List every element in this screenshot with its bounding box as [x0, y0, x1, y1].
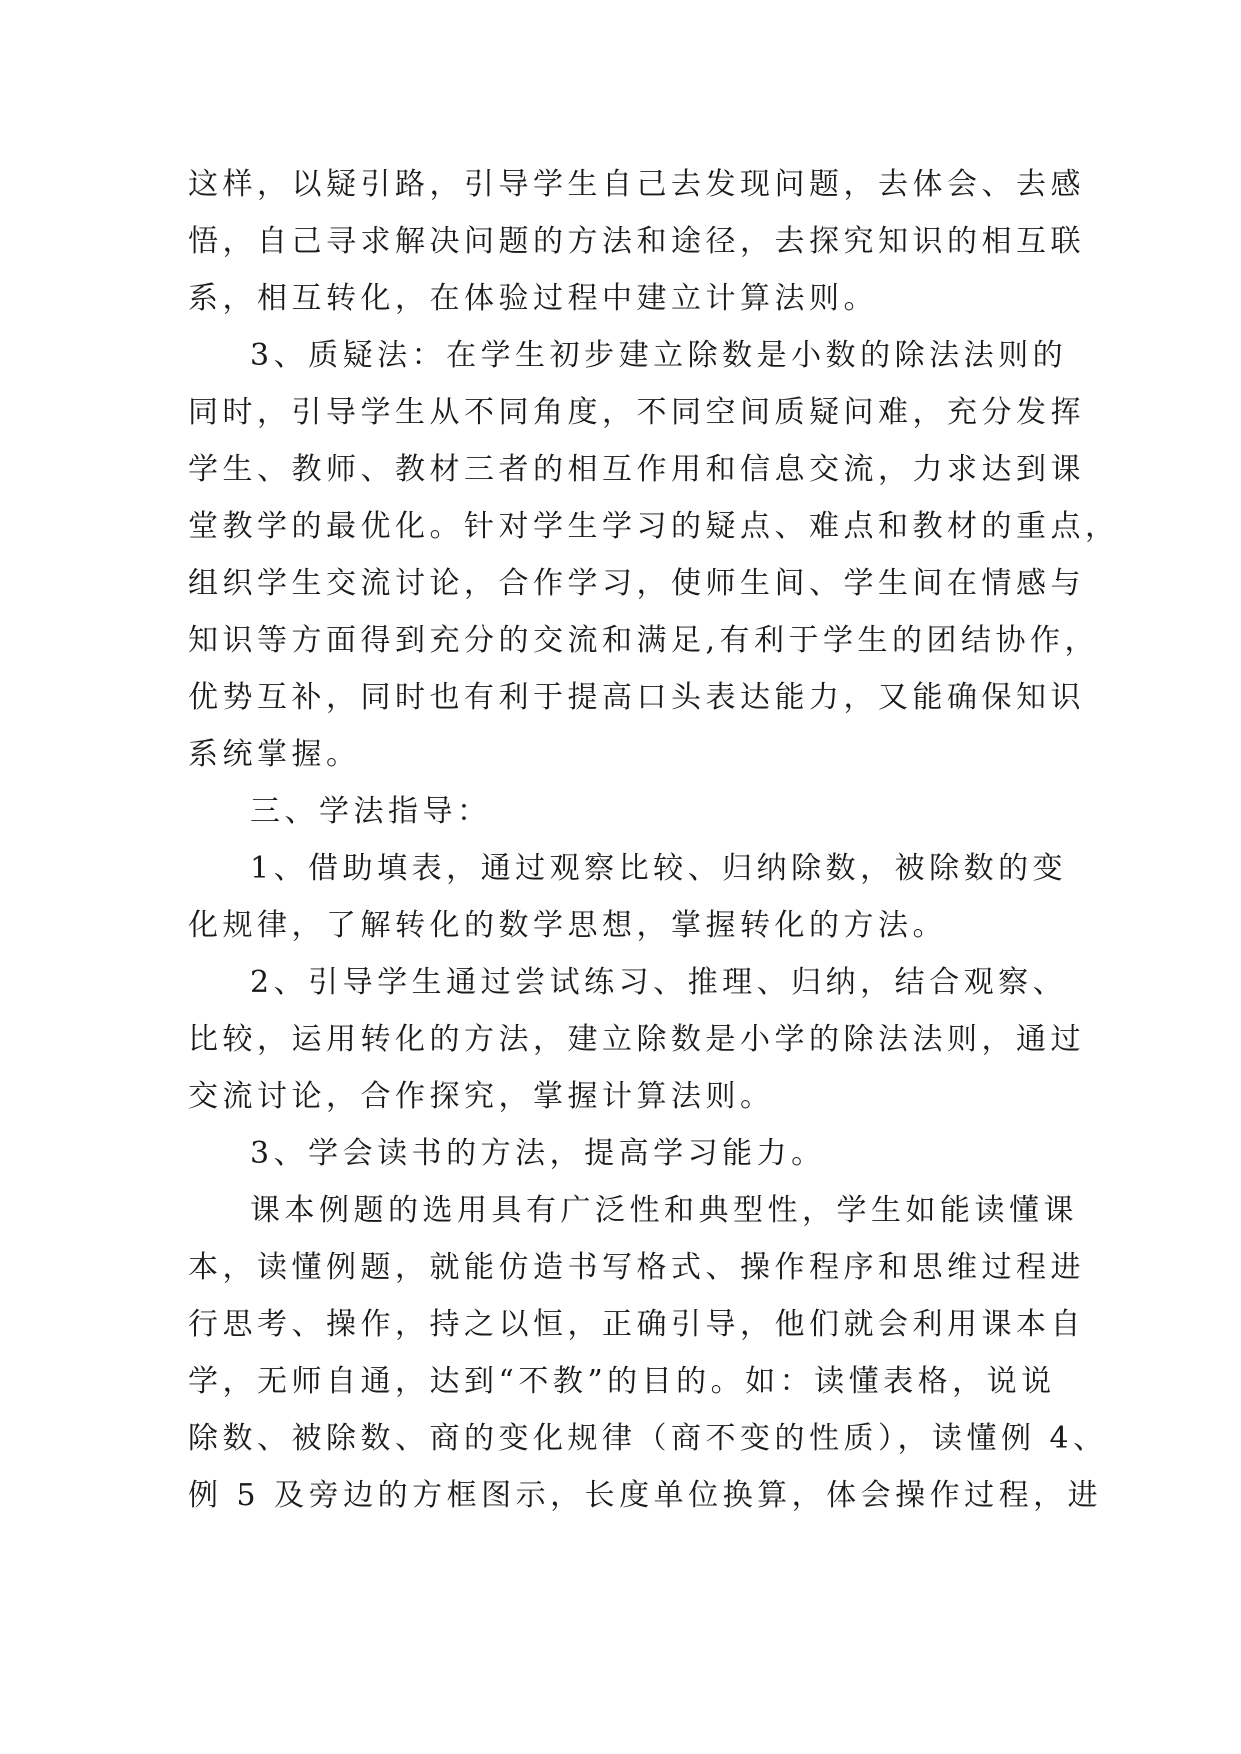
text-line: 学，无师自通，达到“不教”的目的。如：读懂表格，说说	[188, 1364, 1056, 1399]
text-line: 例 5 及旁边的方框图示，长度单位换算，体会操作过程，进	[188, 1478, 1103, 1513]
text-line: 除数、被除数、商的变化规律（商不变的性质），读懂例 4、	[188, 1421, 1108, 1456]
text-line: 化规律，了解转化的数学思想，掌握转化的方法。	[188, 908, 947, 943]
text-line: 行思考、操作，持之以恒，正确引导，他们就会利用课本自	[188, 1307, 1085, 1342]
text-line: 课本例题的选用具有广泛性和典型性，学生如能读懂课	[250, 1193, 1078, 1228]
text-line: 这样，以疑引路，引导学生自己去发现问题，去体会、去感	[188, 167, 1085, 202]
text-line: 1、借助填表，通过观察比较、归纳除数，被除数的变	[250, 851, 1068, 886]
text-line: 悟，自己寻求解决问题的方法和途径，去探究知识的相互联	[188, 224, 1085, 259]
text-line: 优势互补，同时也有利于提高口头表达能力，又能确保知识	[188, 680, 1085, 715]
text-line: 知识等方面得到充分的交流和满足,有利于学生的团结协作，	[188, 623, 1100, 658]
text-line: 系统掌握。	[188, 737, 361, 772]
text-line: 交流讨论，合作探究，掌握计算法则。	[188, 1079, 775, 1114]
section-heading: 三、学法指导：	[250, 794, 492, 829]
text-line: 学生、教师、教材三者的相互作用和信息交流，力求达到课	[188, 452, 1085, 487]
text-line: 组织学生交流讨论，合作学习，使师生间、学生间在情感与	[188, 566, 1085, 601]
text-line: 系，相互转化，在体验过程中建立计算法则。	[188, 281, 878, 316]
text-line: 堂教学的最优化。针对学生学习的疑点、难点和教材的重点，	[188, 509, 1120, 544]
text-line: 3、质疑法：在学生初步建立除数是小数的除法法则的	[250, 338, 1068, 373]
text-line: 比较，运用转化的方法，建立除数是小学的除法法则，通过	[188, 1022, 1085, 1057]
text-line: 3、学会读书的方法，提高学习能力。	[250, 1136, 826, 1171]
text-line: 2、引导学生通过尝试练习、推理、归纳，结合观察、	[250, 965, 1068, 1000]
text-line: 同时，引导学生从不同角度，不同空间质疑问难，充分发挥	[188, 395, 1085, 430]
text-line: 本，读懂例题，就能仿造书写格式、操作程序和思维过程进	[188, 1250, 1085, 1285]
